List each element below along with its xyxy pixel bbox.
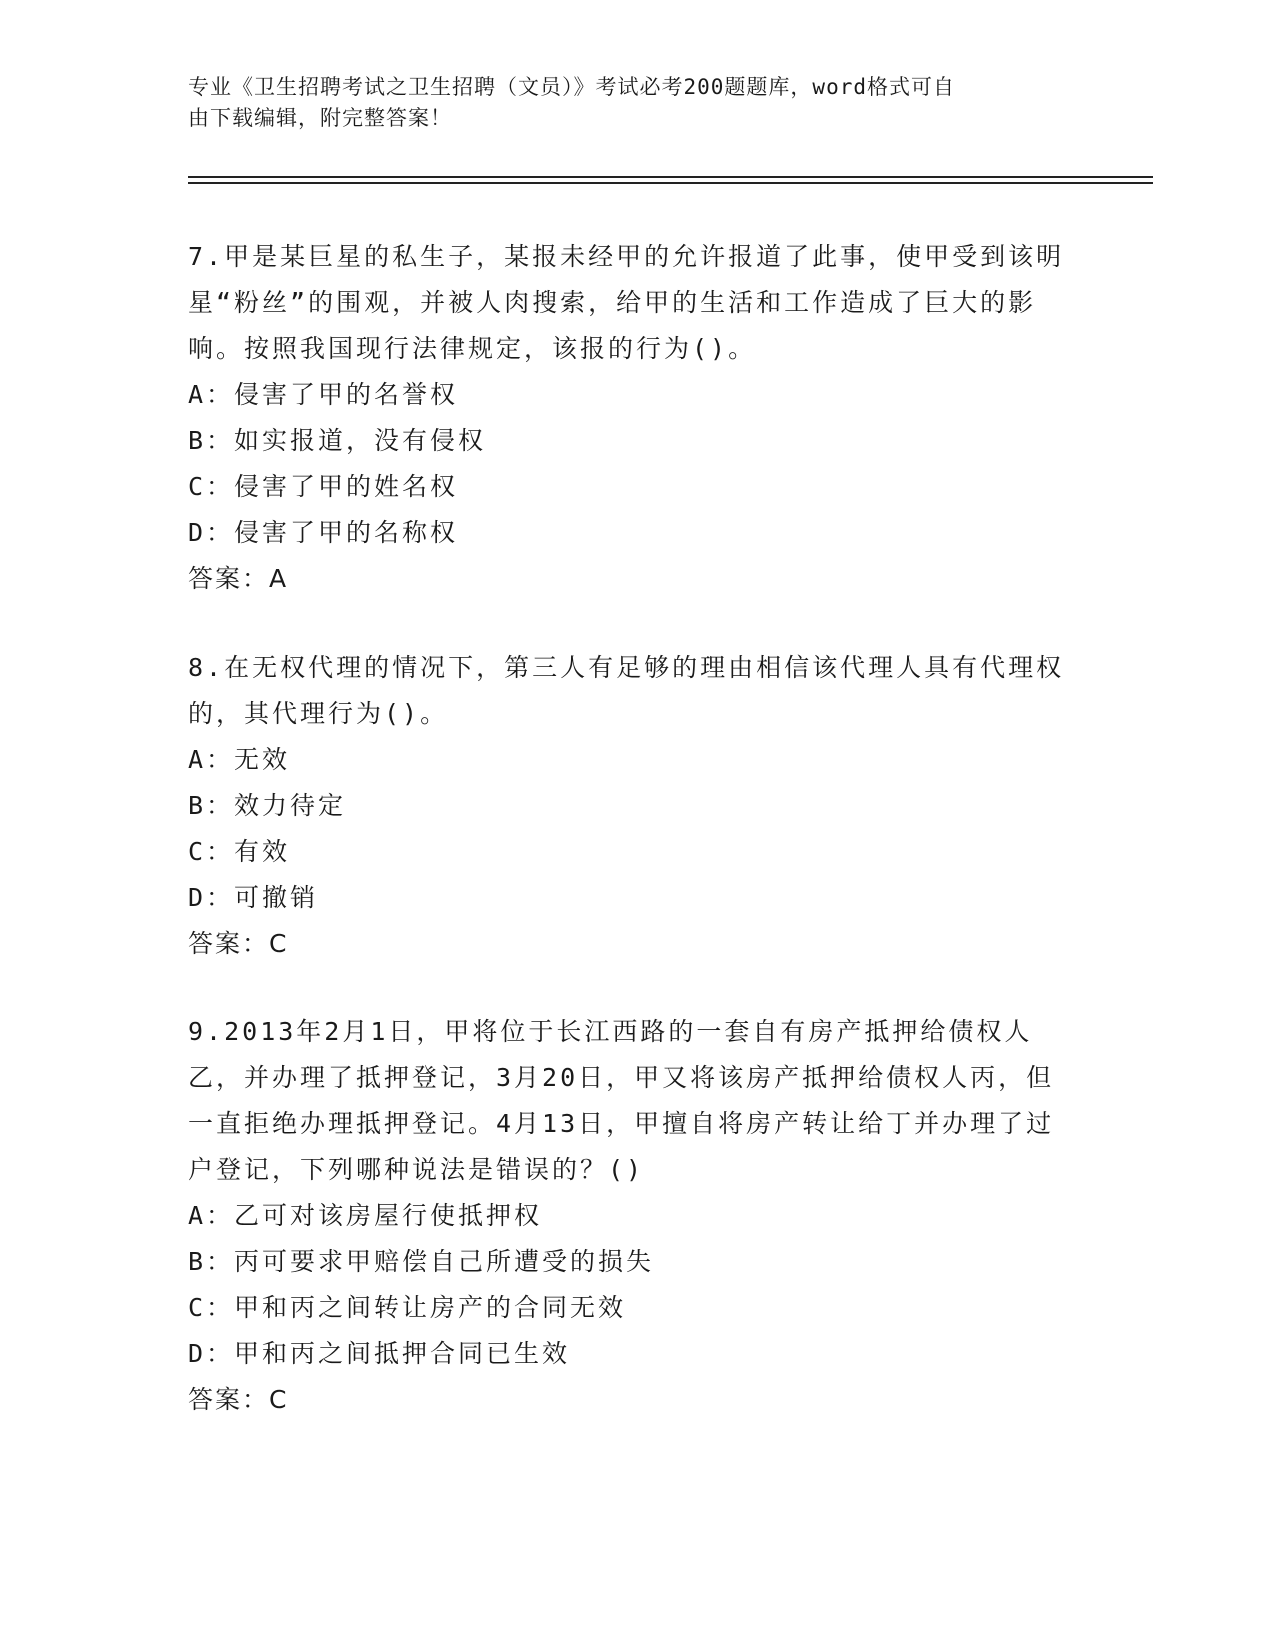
header-divider-top (188, 176, 1153, 178)
question-9 (188, 1009, 1068, 1423)
option-a: A：侵害了甲的名誉权 (188, 380, 459, 409)
option-b: B：丙可要求甲赔偿自己所遭受的损失 (188, 1247, 655, 1276)
document-header (188, 72, 1068, 134)
option-c: C：有效 (188, 837, 291, 866)
header-line-2: 由下载编辑，附完整答案！ (188, 106, 452, 130)
option-d: D：侵害了甲的名称权 (188, 518, 459, 547)
question-8 (188, 645, 1068, 967)
option-b: B：效力待定 (188, 791, 347, 820)
question-7 (188, 234, 1068, 602)
option-c: C：甲和丙之间转让房产的合同无效 (188, 1293, 627, 1322)
question-text: 9.2013年2月1日，甲将位于长江西路的一套自有房产抵押给债权人乙，并办理了抵押登记，3月20日，甲又将该房产抵押给债权人丙，但一直拒绝办理抵押登记。4月13日，甲擅自将房产转让给丁并办理了过户登记，下列哪种说法是错误的？() (188, 1017, 1055, 1184)
header-divider-bottom (188, 182, 1153, 184)
option-d: D：甲和丙之间抵押合同已生效 (188, 1339, 571, 1368)
header-line-1: 专业《卫生招聘考试之卫生招聘（文员）》考试必考200题题库，word格式可自 (188, 75, 955, 99)
answer: 答案：C (188, 929, 289, 958)
option-a: A：乙可对该房屋行使抵押权 (188, 1201, 543, 1230)
option-d: D：可撤销 (188, 883, 319, 912)
option-b: B：如实报道，没有侵权 (188, 426, 487, 455)
answer: 答案：C (188, 1385, 289, 1414)
question-text: 8.在无权代理的情况下，第三人有足够的理由相信该代理人具有代理权的，其代理行为()。 (188, 653, 1065, 728)
answer: 答案：A (188, 564, 289, 593)
question-text: 7.甲是某巨星的私生子，某报未经甲的允许报道了此事，使甲受到该明星“粉丝”的围观，并被人肉搜索，给甲的生活和工作造成了巨大的影响。按照我国现行法律规定，该报的行为()。 (188, 242, 1065, 363)
option-a: A：无效 (188, 745, 291, 774)
option-c: C：侵害了甲的姓名权 (188, 472, 459, 501)
